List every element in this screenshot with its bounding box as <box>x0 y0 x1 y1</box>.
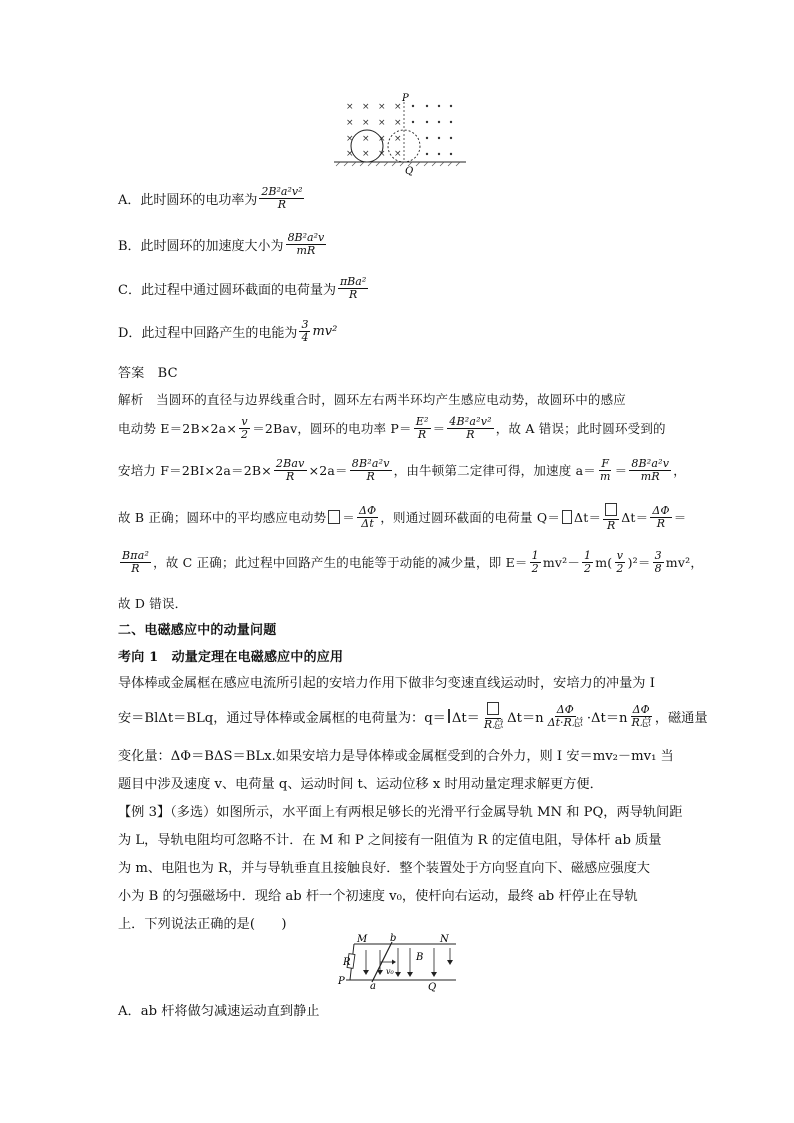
svg-text:×: × <box>346 134 354 144</box>
option-b-den: mR <box>296 243 316 257</box>
option-c-den: R <box>348 287 358 301</box>
label-p2: P <box>338 976 345 987</box>
last-option-a: A．ab 杆将做匀减速运动直到静止 <box>118 1004 320 1019</box>
svg-text:×: × <box>378 149 386 159</box>
option-a-den: R <box>277 197 287 211</box>
option-b-text: B．此时圆环的加速度大小为 <box>118 238 284 254</box>
svg-text:×: × <box>394 118 402 128</box>
svg-text:×: × <box>394 149 402 159</box>
option-d-tail: mv² <box>312 323 338 339</box>
analysis-line-3: 安培力 F＝2BI×2a＝2B× $\frac{\text{2Bav}}{R}$ ×2a＝ $\frac{\text{8B²a²v}}{R}$ ，由牛顿第二定律可得，加速度 a＝ $\frac{F}{m}$ ＝ $\frac{\text{8B²a²v}}{mR}$ ， <box>118 457 686 483</box>
example-line-2: 为 L，导轨电阻均可忽略不计．在 M 和 P 之间接有一阻值为 R 的定值电阻，导体杆 ab 质量 <box>118 833 662 848</box>
example-line-4: 小为 B 的匀强磁场中．现给 ab 杆一个初速度 v₀，使杆向右运动，最终 ab 杆停止在导轨 <box>118 889 638 904</box>
svg-text:×: × <box>394 102 402 112</box>
svg-text:×: × <box>362 134 370 144</box>
svg-text:×: × <box>378 118 386 128</box>
label-a: a <box>370 981 376 992</box>
option-d-num: 3 <box>301 318 309 331</box>
analysis-line-5: $\frac{\text{Bπa²}}{R}$ ，故 C 正确；此过程中回路产生的电能等于动能的减少量，即 E＝ $\frac{1}{2}$ mv²－ $\frac{1}{2}$ m( $\frac{v}{2}$ )²＝ $\frac{3}{8}$ mv²， <box>122 549 704 575</box>
label-n: N <box>440 934 449 945</box>
section-p1: 导体棒或金属框在感应电流所引起的安培力作用下做非匀变速直线运动时，安培力的冲量为 I <box>118 676 655 691</box>
section-p2: 安＝B lΔt＝BLq，通过导体棒或金属框的电荷量为：q＝ Δt＝ R总 Δt＝n $\frac{\Delta\Phi}{\text{Δt·R总}}$ ·Δt＝n $\frac{\Delta\Phi}{\text{R总}}$ ，磁通量 <box>118 703 708 731</box>
analysis-line-2: 电动势 E＝2B×2a× $\frac{v}{2}$ ＝2Bav，圆环的电功率 P＝ $\frac{\text{E²}}{R}$ ＝ $\frac{\text{4B²a²v²}}{R}$ ，故 A 错误；此时圆环受到的 <box>118 415 666 441</box>
option-c <box>118 276 370 300</box>
label-v0: v₀ <box>386 967 394 976</box>
svg-text:×: × <box>362 102 370 112</box>
option-b-num: 8B²a²v <box>287 231 325 244</box>
svg-text:×: × <box>378 134 386 144</box>
svg-text:×: × <box>346 118 354 128</box>
label-r: R <box>343 957 351 968</box>
option-b <box>118 232 328 256</box>
svg-text:×: × <box>346 102 354 112</box>
option-d-den: 4 <box>301 330 309 344</box>
label-p: P <box>402 93 409 104</box>
svg-text:×: × <box>346 149 354 159</box>
svg-text:×: × <box>394 134 402 144</box>
option-c-num: πBa² <box>339 275 367 288</box>
emf-bar-box <box>328 510 340 524</box>
section-p4: 题目中涉及速度 v、电荷量 q、运动时间 t、运动位移 x 时用动量定理求解更方便． <box>118 777 603 792</box>
section-p3: 变化量：ΔΦ＝BΔS＝BLx.如果安培力是导体棒或金属框受到的合外力，则 I 安＝mv₂－mv₁ 当 <box>118 749 674 764</box>
option-d-text: D．此过程中回路产生的电能为 <box>118 325 298 341</box>
label-q: Q <box>405 166 414 176</box>
option-d <box>118 319 337 343</box>
section-subtitle: 考向 1 动量定理在电磁感应中的应用 <box>118 650 344 665</box>
svg-text:×: × <box>378 102 386 112</box>
analysis-line-4: 故 B 正确；圆环中的平均感应电动势 ＝ $\frac{\Delta\Phi}{\Delta t}$ ，则通过圆环截面的电荷量 Q＝ Δt＝ R Δt＝ $\frac{\Delta\Phi}{R}$ ＝ <box>118 504 687 532</box>
current-bar-box <box>562 510 572 524</box>
example-line-1: 【例 3】（多选）如图所示，水平面上有两根足够长的光滑平行金属导轨 MN 和 PQ，两导轨间距 <box>118 805 683 820</box>
option-c-text: C．此过程中通过圆环截面的电荷量为 <box>118 282 336 298</box>
label-b: b <box>390 933 397 944</box>
example-line-5: 上．下列说法正确的是( ) <box>118 917 287 932</box>
label-m: M <box>357 934 368 945</box>
label-q2: Q <box>428 982 437 993</box>
option-a <box>118 186 306 210</box>
option-a-num: 2B²a²v² <box>261 185 303 198</box>
example-line-3: 为 m、电阻也为 R，并与导轨垂直且接触良好．整个装置处于方向竖直向下、磁感应强度大 <box>118 861 650 876</box>
analysis-line-6: 故 D 错误． <box>118 596 188 611</box>
analysis-line-1: 解析 当圆环的直径与边界线重合时，圆环左右两半环均产生感应电动势，故圆环中的感应 <box>118 392 627 407</box>
figure-rail-circuit <box>330 932 470 994</box>
figure-ring-field <box>330 92 470 176</box>
svg-text:×: × <box>362 149 370 159</box>
label-field-b: B <box>416 952 424 963</box>
section-title: 二、电磁感应中的动量问题 <box>118 623 277 638</box>
answer: 答案 BC <box>118 366 178 381</box>
svg-text:×: × <box>362 118 370 128</box>
option-a-text: A．此时圆环的电功率为 <box>118 192 258 208</box>
